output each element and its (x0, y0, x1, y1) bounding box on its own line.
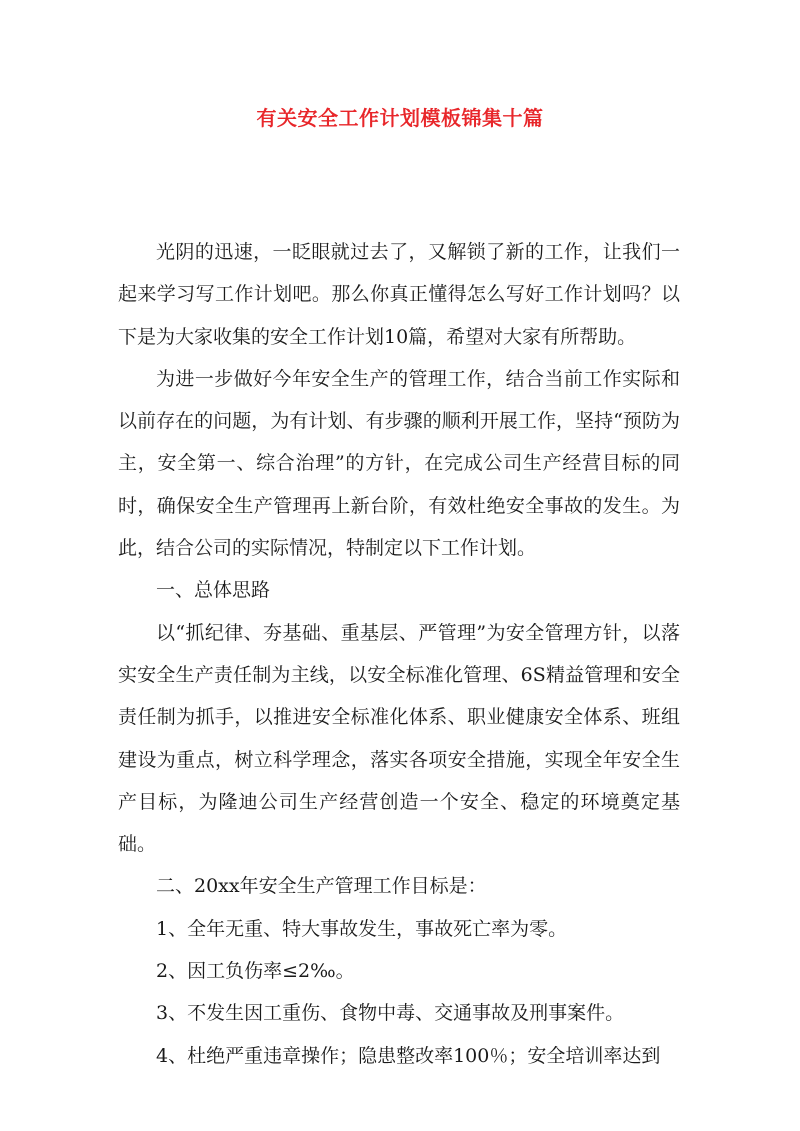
goal-item-2: 2、因工负伤率≤2‰。 (156, 960, 355, 983)
document-body (118, 231, 680, 1077)
paragraph-intro: 光阴的迅速，一眨眼就过去了，又解锁了新的工作，让我们一起来学习写工作计划吧。那么你真正懂得怎么写好工作计划吗？以下是为大家收集的安全工作计划10篇，希望对大家有所帮助。 (118, 241, 680, 348)
paragraph-purpose: 为进一步做好今年安全生产的管理工作，结合当前工作实际和以前存在的问题，为有计划、有步骤的顺利开展工作，坚持“预防为主，安全第一、综合治理”的方针，在完成公司生产经营目标的同时，确保安全生产管理再上新台阶，有效杜绝安全事故的发生。为此，结合公司的实际情况，特制定以下工作计划。 (118, 367, 680, 560)
document-title: 有关安全工作计划模板锦集十篇 (256, 106, 544, 130)
paragraph-overall-approach: 以“抓纪律、夯基础、重基层、严管理”为安全管理方针，以落实安全生产责任制为主线，以安全标准化管理、6S精益管理和安全责任制为抓手，以推进安全标准化体系、职业健康安全体系、班组建设为重点，树立科学理念，落实各项安全措施，实现全年安全生产目标，为隆迪公司生产经营创造一个安全、稳定的环境奠定基础。 (118, 621, 680, 856)
goal-item-4: 4、杜绝严重违章操作；隐患整改率100％；安全培训率达到 (156, 1044, 661, 1067)
section-heading-2: 二、20xx年安全生产管理工作目标是： (156, 875, 487, 898)
goal-item-1: 1、全年无重、特大事故发生，事故死亡率为零。 (156, 917, 568, 940)
goal-item-3: 3、不发生因工重伤、食物中毒、交通事故及刑事案件。 (156, 1002, 625, 1025)
section-heading-1: 一、总体思路 (156, 579, 271, 602)
